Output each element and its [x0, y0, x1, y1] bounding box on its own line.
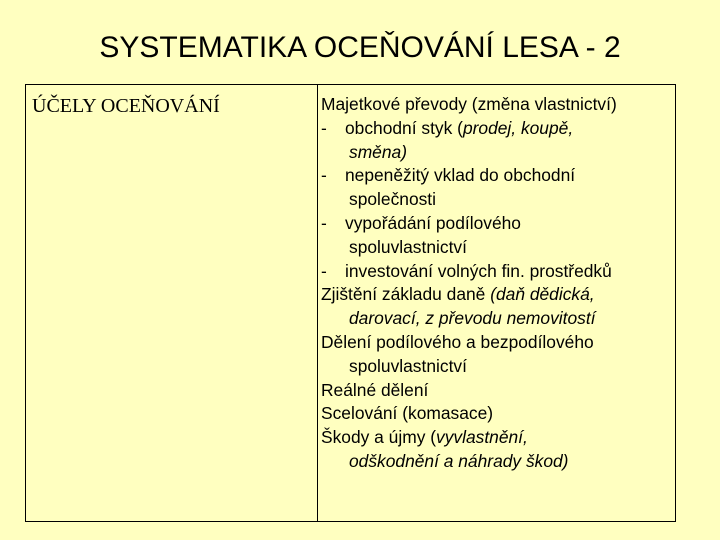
- list-item: [321, 379, 675, 403]
- slide-title: SYSTEMATIKA OCEŇOVÁNÍ LESA - 2: [99, 31, 621, 64]
- item-text: spoluvlastnictví: [349, 236, 467, 257]
- dash-bullet: -: [321, 117, 327, 138]
- item-text: spoluvlastnictví: [349, 355, 467, 376]
- purposes-heading: ÚČELY OCEŇOVÁNÍ: [32, 95, 220, 117]
- list-item: [321, 212, 675, 260]
- list-item: [321, 164, 675, 212]
- list-item: [321, 93, 675, 117]
- left-column: [26, 85, 318, 521]
- item-text: Scelování (komasace): [321, 403, 494, 424]
- list-item: [321, 117, 675, 165]
- content-table: [25, 84, 676, 522]
- item-text: vypořádání podílového: [345, 212, 521, 233]
- list-item: [321, 426, 675, 474]
- list-item: [321, 283, 675, 331]
- dash-bullet: -: [321, 165, 327, 186]
- list-item: [321, 402, 675, 426]
- item-text: Majetkové převody (změna vlastnictví): [321, 94, 617, 114]
- item-text-italic: (daň dědická,: [490, 284, 595, 305]
- item-text: nepeněžitý vklad do obchodní: [345, 165, 576, 186]
- list-item: [321, 260, 675, 284]
- item-text: Reálné dělení: [321, 379, 429, 400]
- item-text-italic: směna): [349, 141, 407, 162]
- dash-bullet: -: [321, 260, 327, 281]
- right-column: [318, 85, 675, 521]
- item-text-italic: prodej, koupě,: [462, 117, 574, 138]
- item-text: Dělení podílového a bezpodílového: [321, 331, 594, 352]
- dash-bullet: -: [321, 212, 327, 233]
- item-text: společnosti: [349, 189, 437, 210]
- item-text: Škody a újmy (: [321, 427, 437, 448]
- list-item: [321, 331, 675, 379]
- item-text-italic: vyvlastnění,: [436, 427, 528, 448]
- item-text: investování volných fin. prostředků: [345, 260, 612, 281]
- item-text: Zjištění základu daně: [321, 284, 491, 305]
- item-text-italic: odškodnění a náhrady škod): [349, 450, 569, 471]
- item-text-italic: darovací, z převodu nemovitostí: [349, 308, 596, 329]
- item-text: obchodní styk (: [345, 117, 463, 138]
